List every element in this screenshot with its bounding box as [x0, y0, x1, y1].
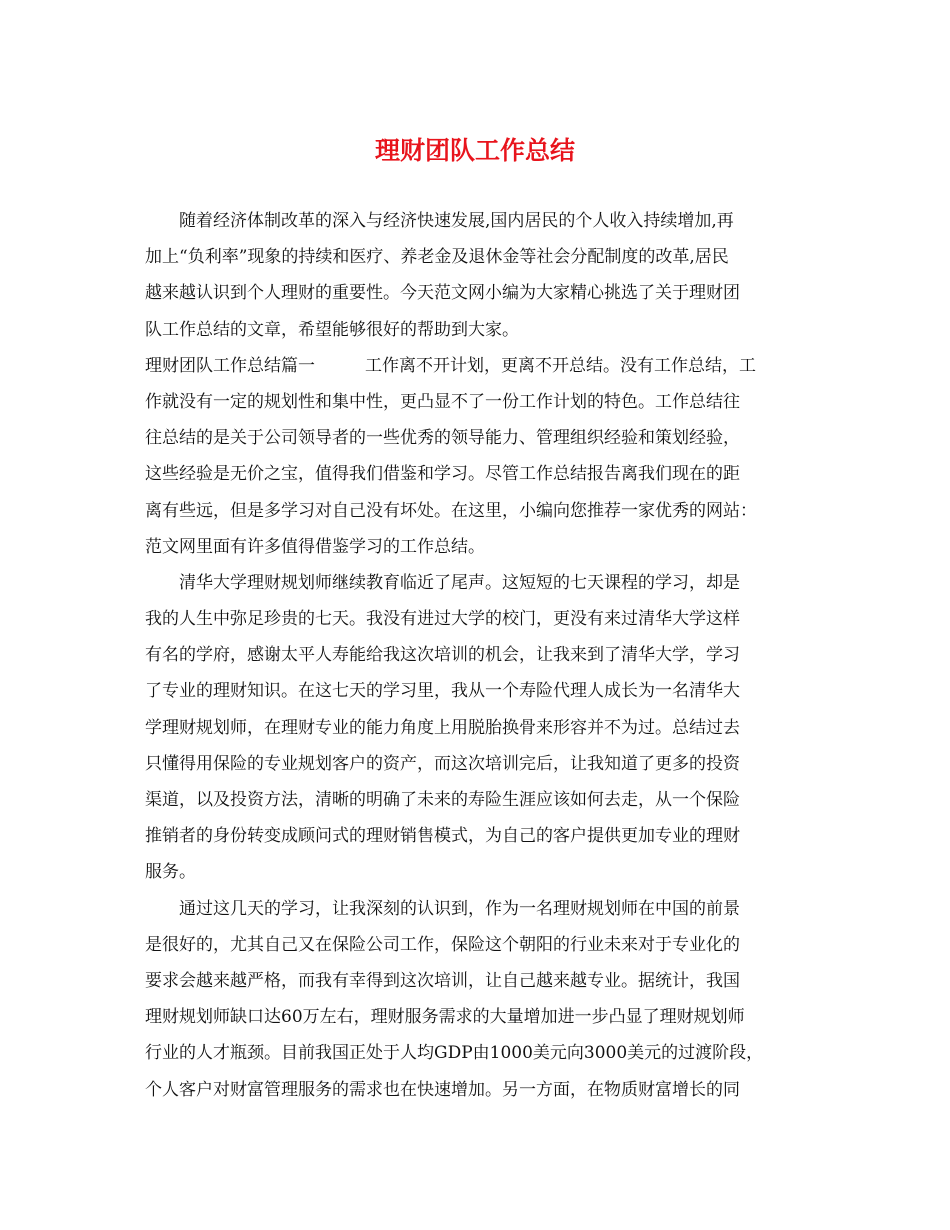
text-line: 队工作总结的文章，希望能够很好的帮助到大家。 — [145, 319, 519, 340]
text-line: 要求会越来越严格，而我有幸得到这次培训，让自己越来越专业。据统计，我国 — [145, 970, 740, 991]
text-line: 清华大学理财规划师继续教育临近了尾声。这短短的七天课程的学习，却是 — [179, 572, 740, 593]
text-line: 理财规划师缺口达60万左右，理财服务需求的大量增加进一步凸显了理财规划师 — [145, 1007, 745, 1028]
text-line: 越来越认识到个人理财的重要性。今天范文网小编为大家精心挑选了关于理财团 — [145, 283, 740, 304]
text-line: 范文网里面有许多值得借鉴学习的工作总结。 — [145, 536, 485, 557]
text-line: 离有些远，但是多学习对自己没有坏处。在这里，小编向您推荐一家优秀的网站： — [145, 500, 757, 521]
text-line: 往总结的是关于公司领导者的一些优秀的领导能力、管理组织经验和策划经验， — [145, 428, 740, 449]
text-line: 随着经济体制改革的深入与经济快速发展,国内居民的个人收入持续增加,再 — [179, 211, 734, 231]
section-heading: 理财团队工作总结篇一 — [145, 355, 315, 376]
text-line: 了专业的理财知识。在这七天的学习里，我从一个寿险代理人成长为一名清华大 — [145, 681, 740, 702]
text-line: 学理财规划师，在理财专业的能力角度上用脱胎换骨来形容并不为过。总结过去 — [145, 717, 740, 738]
text-line: 这些经验是无价之宝，值得我们借鉴和学习。尽管工作总结报告离我们现在的距 — [145, 464, 740, 485]
text-line: 作就没有一定的规划性和集中性，更凸显不了一份工作计划的特色。工作总结往 — [145, 391, 740, 412]
document-title: 理财团队工作总结 — [374, 136, 575, 165]
text-line: 推销者的身份转变成顾问式的理财销售模式，为自己的客户提供更加专业的理财 — [145, 826, 740, 847]
text-line: 有名的学府，感谢太平人寿能给我这次培训的机会，让我来到了清华大学，学习 — [145, 645, 740, 666]
section-text: 工作离不开计划，更离不开总结。没有工作总结，工 — [365, 355, 756, 376]
section-line — [145, 348, 807, 384]
text-line: 是很好的，尤其自己又在保险公司工作，保险这个朝阳的行业未来对于专业化的 — [145, 934, 740, 955]
text-line: 加上“负利率”现象的持续和医疗、养老金及退休金等社会分配制度的改革,居民 — [145, 247, 729, 268]
text-line: 只懂得用保险的专业规划客户的资产，而这次培训完后，让我知道了更多的投资 — [145, 753, 740, 774]
text-line: 服务。 — [145, 862, 196, 883]
document-body — [145, 203, 807, 1108]
text-line: 渠道，以及投资方法，清晰的明确了未来的寿险生涯应该如何去走，从一个保险 — [145, 790, 740, 810]
text-line: 个人客户对财富管理服务的需求也在快速增加。另一方面，在物质财富增长的同 — [145, 1079, 740, 1100]
text-line: 行业的人才瓶颈。目前我国正处于人均GDP由1000美元向3000美元的过渡阶段， — [145, 1043, 764, 1064]
text-line: 我的人生中弥足珍贵的七天。我没有进过大学的校门，更没有来过清华大学这样 — [145, 609, 740, 630]
text-line: 通过这几天的学习，让我深刻的认识到，作为一名理财规划师在中国的前景 — [179, 898, 740, 919]
